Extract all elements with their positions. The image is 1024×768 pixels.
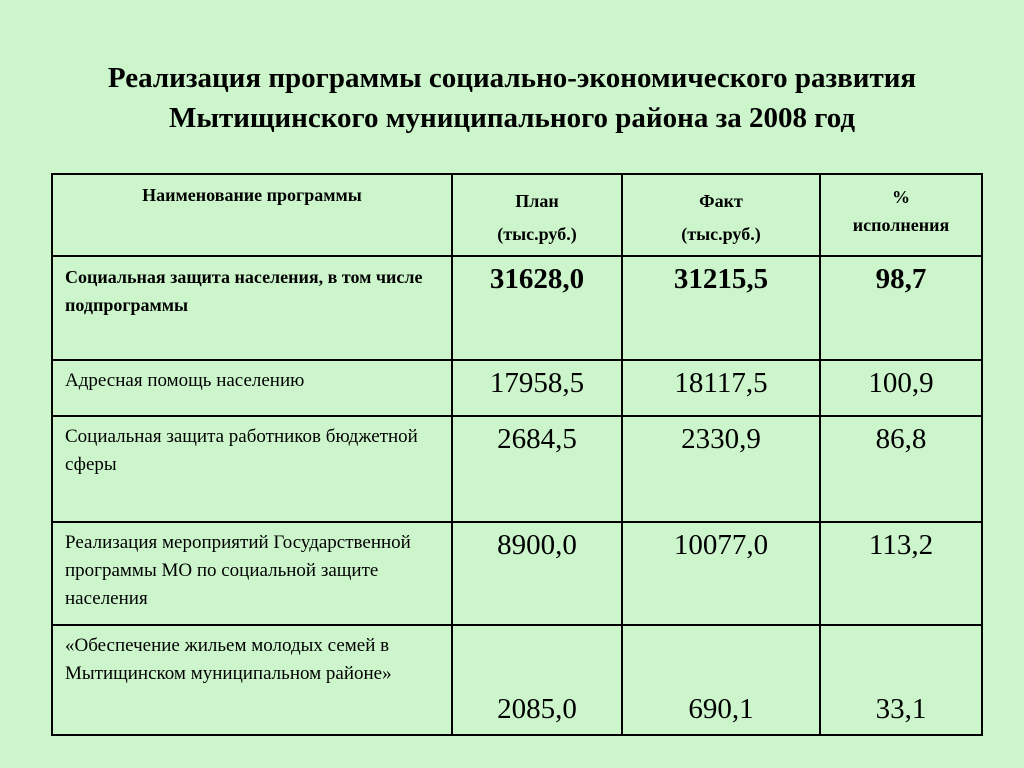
header-fact-line1: Факт [699, 191, 743, 211]
header-pct [820, 174, 982, 256]
row-plan: 2085,0 [452, 625, 622, 735]
slide-title [0, 58, 1024, 138]
row-plan: 17958,5 [452, 360, 622, 416]
header-plan-line1: План [515, 191, 559, 211]
row-pct: 113,2 [820, 522, 982, 625]
row-fact: 18117,5 [622, 360, 820, 416]
header-plan [452, 174, 622, 256]
header-fact [622, 174, 820, 256]
program-table [51, 173, 983, 736]
header-plan-line2: (тыс.руб.) [497, 224, 577, 244]
row-fact: 690,1 [622, 625, 820, 735]
row-name: «Обеспечение жильем молодых семей в Мытищинском муниципальном районе» [52, 625, 452, 735]
row-pct: 33,1 [820, 625, 982, 735]
header-name [52, 174, 452, 256]
title-line-2: Мытищинского муниципального района за 2008 год [168, 102, 856, 134]
header-row [52, 174, 982, 256]
header-fact-line2: (тыс.руб.) [681, 224, 761, 244]
row-name: Адресная помощь населению [52, 360, 452, 416]
row-plan: 8900,0 [452, 522, 622, 625]
row-pct: 86,8 [820, 416, 982, 522]
row-name: Социальная защита работников бюджетной сферы [52, 416, 452, 522]
row-fact: 31215,5 [622, 256, 820, 360]
header-pct-line1: % [892, 187, 910, 207]
row-name: Реализация мероприятий Государственной программы МО по социальной защите населения [52, 522, 452, 625]
table-row [52, 360, 982, 416]
row-pct: 98,7 [820, 256, 982, 360]
header-pct-line2: исполнения [852, 215, 950, 235]
table-row [52, 522, 982, 625]
row-fact: 10077,0 [622, 522, 820, 625]
row-plan: 2684,5 [452, 416, 622, 522]
header-name-label: Наименование программы [142, 185, 362, 205]
table-row [52, 416, 982, 522]
row-plan: 31628,0 [452, 256, 622, 360]
table-row [52, 625, 982, 735]
row-name: Социальная защита населения, в том числе подпрограммы [52, 256, 452, 360]
table-row [52, 256, 982, 360]
row-pct: 100,9 [820, 360, 982, 416]
title-line-1: Реализация программы социально-экономического развития [107, 62, 917, 94]
row-fact: 2330,9 [622, 416, 820, 522]
